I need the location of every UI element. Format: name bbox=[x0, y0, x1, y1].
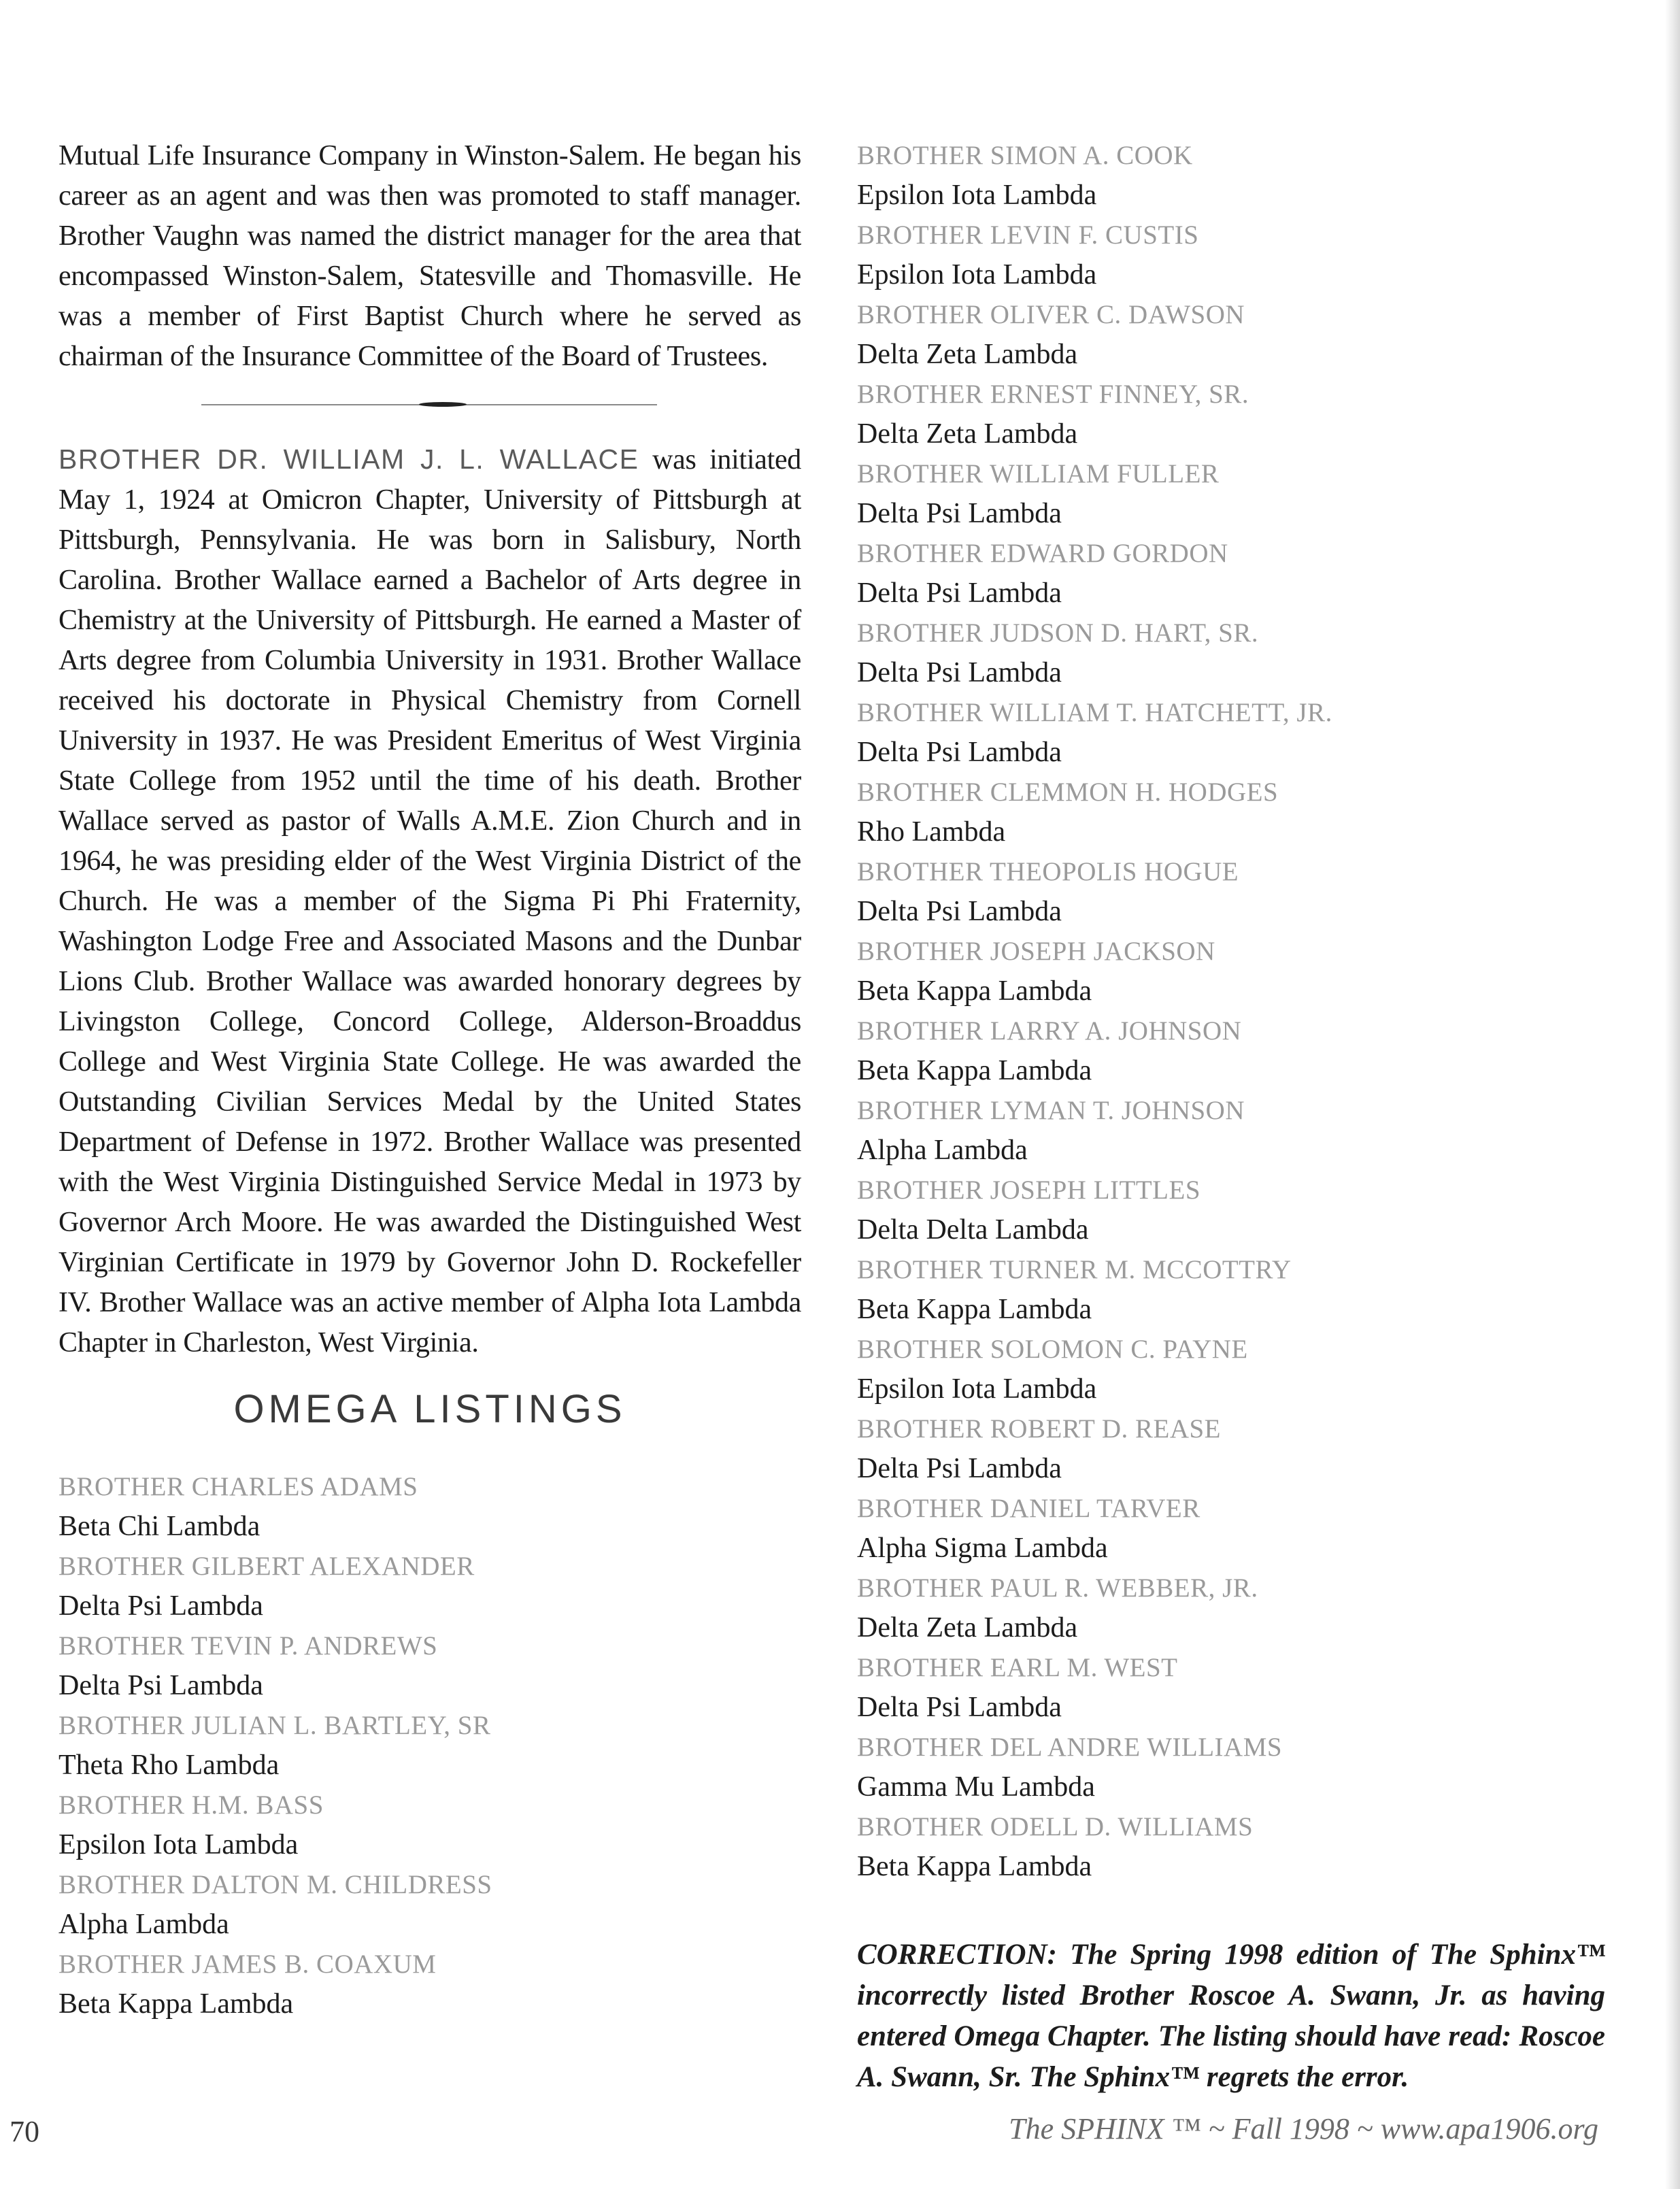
listing-entry bbox=[857, 375, 1605, 454]
listing-chapter: Beta Kappa Lambda bbox=[857, 1055, 1092, 1086]
listing-entry bbox=[857, 1569, 1605, 1648]
listing-name: BROTHER ERNEST FINNEY, SR. bbox=[857, 380, 1249, 409]
listing-entry bbox=[857, 454, 1605, 534]
listing-name: BROTHER CHARLES ADAMS bbox=[58, 1472, 418, 1501]
listing-name: BROTHER THEOPOLIS HOGUE bbox=[857, 857, 1239, 886]
listing-entry bbox=[58, 1467, 801, 1547]
listing-name: BROTHER DANIEL TARVER bbox=[857, 1494, 1200, 1523]
listing-entry bbox=[58, 1865, 801, 1945]
listing-entry bbox=[857, 1250, 1605, 1330]
omega-listings-heading: OMEGA LISTINGS bbox=[233, 1387, 626, 1431]
listing-entry bbox=[857, 614, 1605, 693]
listing-entry bbox=[857, 1409, 1605, 1489]
listing-name: BROTHER WILLIAM T. HATCHETT, JR. bbox=[857, 698, 1332, 727]
right-column bbox=[857, 136, 1605, 2127]
listing-entry bbox=[857, 295, 1605, 375]
listing-name: BROTHER H.M. BASS bbox=[58, 1790, 324, 1820]
listing-chapter: Epsilon Iota Lambda bbox=[58, 1829, 299, 1860]
listing-name: BROTHER LYMAN T. JOHNSON bbox=[857, 1096, 1245, 1125]
page-edge-shadow bbox=[1665, 0, 1680, 2189]
listing-entry bbox=[857, 136, 1605, 216]
listing-name: BROTHER ROBERT D. REASE bbox=[857, 1414, 1221, 1443]
section-divider bbox=[201, 404, 657, 405]
listing-entry bbox=[58, 1786, 801, 1865]
listing-chapter: Beta Kappa Lambda bbox=[58, 1988, 294, 2020]
listing-entry bbox=[857, 216, 1605, 295]
listing-chapter: Alpha Lambda bbox=[58, 1909, 229, 1940]
wallace-paragraph bbox=[58, 439, 801, 1363]
wallace-body: was initiated May 1, 1924 at Omicron Chapter, University of Pittsburgh at Pittsburgh, Pennsylvania. He was born in Salisbury, North Carolina. Brother Wallace earned a Bachelor of Arts degree in Chemistry at the University of Pittsburgh. He earned a Master of Arts degree from Columbia University in 1931. Brother Wallace received his doctorate in Physical Chemistry from Cornell University in 1937. He was President Emeritus of West Virginia State College from 1952 until the time of his death. Brother Wallace served as pastor of Walls A.M.E. Zion Church and in 1964, he was presiding elder of the West Virginia District of the Church. He was a member of the Sigma Pi Phi Fraternity, Washington Lodge Free and Associated Masons and the Dunbar Lions Club. Brother Wallace was awarded honorary degrees by Livingston College, Concord College, Alderson-Broaddus College and West Virginia State College. He was awarded the Outstanding Civilian Services Medal by the United States Department of Defense in 1972. Brother Wallace was presented with the West Virginia Distinguished Service Medal in 1973 by Governor Arch Moore. He was awarded the Distinguished West Virginian Certificate in 1979 by Governor John D. Rockefeller IV. Brother Wallace was an active member of Alpha Iota Lambda Chapter in Charleston, West Virginia. bbox=[58, 444, 801, 1358]
listing-name: BROTHER LEVIN F. CUSTIS bbox=[857, 220, 1199, 250]
listing-name: BROTHER JOSEPH JACKSON bbox=[857, 937, 1215, 966]
listing-chapter: Delta Psi Lambda bbox=[58, 1590, 263, 1622]
listing-entry bbox=[857, 1171, 1605, 1250]
listing-entry bbox=[58, 1706, 801, 1786]
listing-name: BROTHER JAMES B. COAXUM bbox=[58, 1950, 437, 1979]
listing-name: BROTHER TEVIN P. ANDREWS bbox=[58, 1631, 438, 1660]
listing-chapter: Delta Psi Lambda bbox=[857, 657, 1062, 688]
listing-chapter: Delta Psi Lambda bbox=[58, 1670, 263, 1701]
listing-name: BROTHER PAUL R. WEBBER, JR. bbox=[857, 1573, 1258, 1603]
listing-chapter: Delta Psi Lambda bbox=[857, 578, 1062, 609]
listing-entry bbox=[857, 1489, 1605, 1569]
listing-name: BROTHER OLIVER C. DAWSON bbox=[857, 300, 1245, 329]
listing-chapter: Alpha Sigma Lambda bbox=[857, 1533, 1108, 1564]
listing-chapter: Delta Zeta Lambda bbox=[857, 339, 1078, 370]
listing-entry bbox=[857, 852, 1605, 932]
listing-name: BROTHER DEL ANDRE WILLIAMS bbox=[857, 1733, 1283, 1762]
listing-entry bbox=[58, 1547, 801, 1626]
listing-entry bbox=[857, 534, 1605, 614]
listing-entry bbox=[857, 1330, 1605, 1409]
listing-name: BROTHER WILLIAM FULLER bbox=[857, 459, 1220, 488]
listing-chapter: Delta Psi Lambda bbox=[857, 896, 1062, 927]
listing-chapter: Beta Kappa Lambda bbox=[857, 1851, 1092, 1882]
left-column bbox=[58, 136, 801, 2024]
wallace-lead-name: BROTHER DR. WILLIAM J. L. WALLACE bbox=[58, 444, 639, 475]
listing-entry bbox=[857, 693, 1605, 773]
listing-name: BROTHER GILBERT ALEXANDER bbox=[58, 1552, 475, 1581]
listing-chapter: Beta Kappa Lambda bbox=[857, 1294, 1092, 1325]
listing-name: BROTHER TURNER M. MCCOTTRY bbox=[857, 1255, 1292, 1284]
listing-name: BROTHER JOSEPH LITTLES bbox=[857, 1175, 1201, 1205]
listing-entry bbox=[857, 1728, 1605, 1807]
listing-entry bbox=[857, 773, 1605, 852]
listing-chapter: Beta Kappa Lambda bbox=[857, 975, 1092, 1007]
listing-name: BROTHER SOLOMON C. PAYNE bbox=[857, 1335, 1248, 1364]
omega-listings-right bbox=[857, 136, 1605, 1887]
listing-chapter: Beta Chi Lambda bbox=[58, 1511, 261, 1542]
listing-entry bbox=[857, 1807, 1605, 1887]
listing-name: BROTHER DALTON M. CHILDRESS bbox=[58, 1870, 492, 1899]
listing-entry bbox=[58, 1945, 801, 2024]
listing-chapter: Delta Zeta Lambda bbox=[857, 1612, 1078, 1643]
listing-chapter: Epsilon Iota Lambda bbox=[857, 1373, 1097, 1405]
listing-name: BROTHER LARRY A. JOHNSON bbox=[857, 1016, 1242, 1046]
listing-entry bbox=[857, 1648, 1605, 1728]
listing-name: BROTHER JUDSON D. HART, SR. bbox=[857, 618, 1259, 648]
omega-listings-left bbox=[58, 1467, 801, 2024]
vaughn-continuation-paragraph: Mutual Life Insurance Company in Winston-Salem. He began his career as an agent and was then was promoted to staff manager. Brother Vaughn was named the district manager for the area that encompassed Winston-Salem, Statesville and Thomasville. He was a member of First Baptist Church where he served as chairman of the Insurance Committee of the Board of Trustees. bbox=[58, 140, 801, 372]
listing-chapter: Delta Zeta Lambda bbox=[857, 418, 1078, 450]
listing-entry bbox=[857, 1091, 1605, 1171]
listing-chapter: Delta Psi Lambda bbox=[857, 737, 1062, 768]
listing-chapter: Alpha Lambda bbox=[857, 1135, 1028, 1166]
listing-chapter: Delta Psi Lambda bbox=[857, 498, 1062, 529]
listing-name: BROTHER CLEMMON H. HODGES bbox=[857, 778, 1279, 807]
magazine-footer: The SPHINX ™ ~ Fall 1998 ~ www.apa1906.org bbox=[1009, 2112, 1598, 2145]
listing-chapter: Delta Psi Lambda bbox=[857, 1453, 1062, 1484]
listing-entry bbox=[857, 932, 1605, 1012]
listing-name: BROTHER SIMON A. COOK bbox=[857, 141, 1193, 170]
listing-chapter: Theta Rho Lambda bbox=[58, 1750, 280, 1781]
listing-chapter: Delta Psi Lambda bbox=[857, 1692, 1062, 1723]
correction-note: CORRECTION: The Spring 1998 edition of The Sphinx™ incorrectly listed Brother Roscoe A. Swann, Jr. as having entered Omega Chapter. The listing should have read: Roscoe A. Swann, Sr. The Sphinx™ regrets the error. bbox=[857, 1939, 1605, 2093]
listing-name: BROTHER JULIAN L. BARTLEY, SR bbox=[58, 1711, 491, 1740]
page-number: 70 bbox=[10, 2115, 39, 2148]
listing-name: BROTHER EDWARD GORDON bbox=[857, 539, 1228, 568]
listing-entry bbox=[58, 1626, 801, 1706]
listing-name: BROTHER EARL M. WEST bbox=[857, 1653, 1178, 1682]
listing-name: BROTHER ODELL D. WILLIAMS bbox=[857, 1812, 1254, 1841]
listing-chapter: Rho Lambda bbox=[857, 816, 1006, 848]
listing-chapter: Delta Delta Lambda bbox=[857, 1214, 1089, 1246]
listing-chapter: Epsilon Iota Lambda bbox=[857, 180, 1097, 211]
listing-entry bbox=[857, 1012, 1605, 1091]
listing-chapter: Gamma Mu Lambda bbox=[857, 1771, 1095, 1803]
listing-chapter: Epsilon Iota Lambda bbox=[857, 259, 1097, 290]
